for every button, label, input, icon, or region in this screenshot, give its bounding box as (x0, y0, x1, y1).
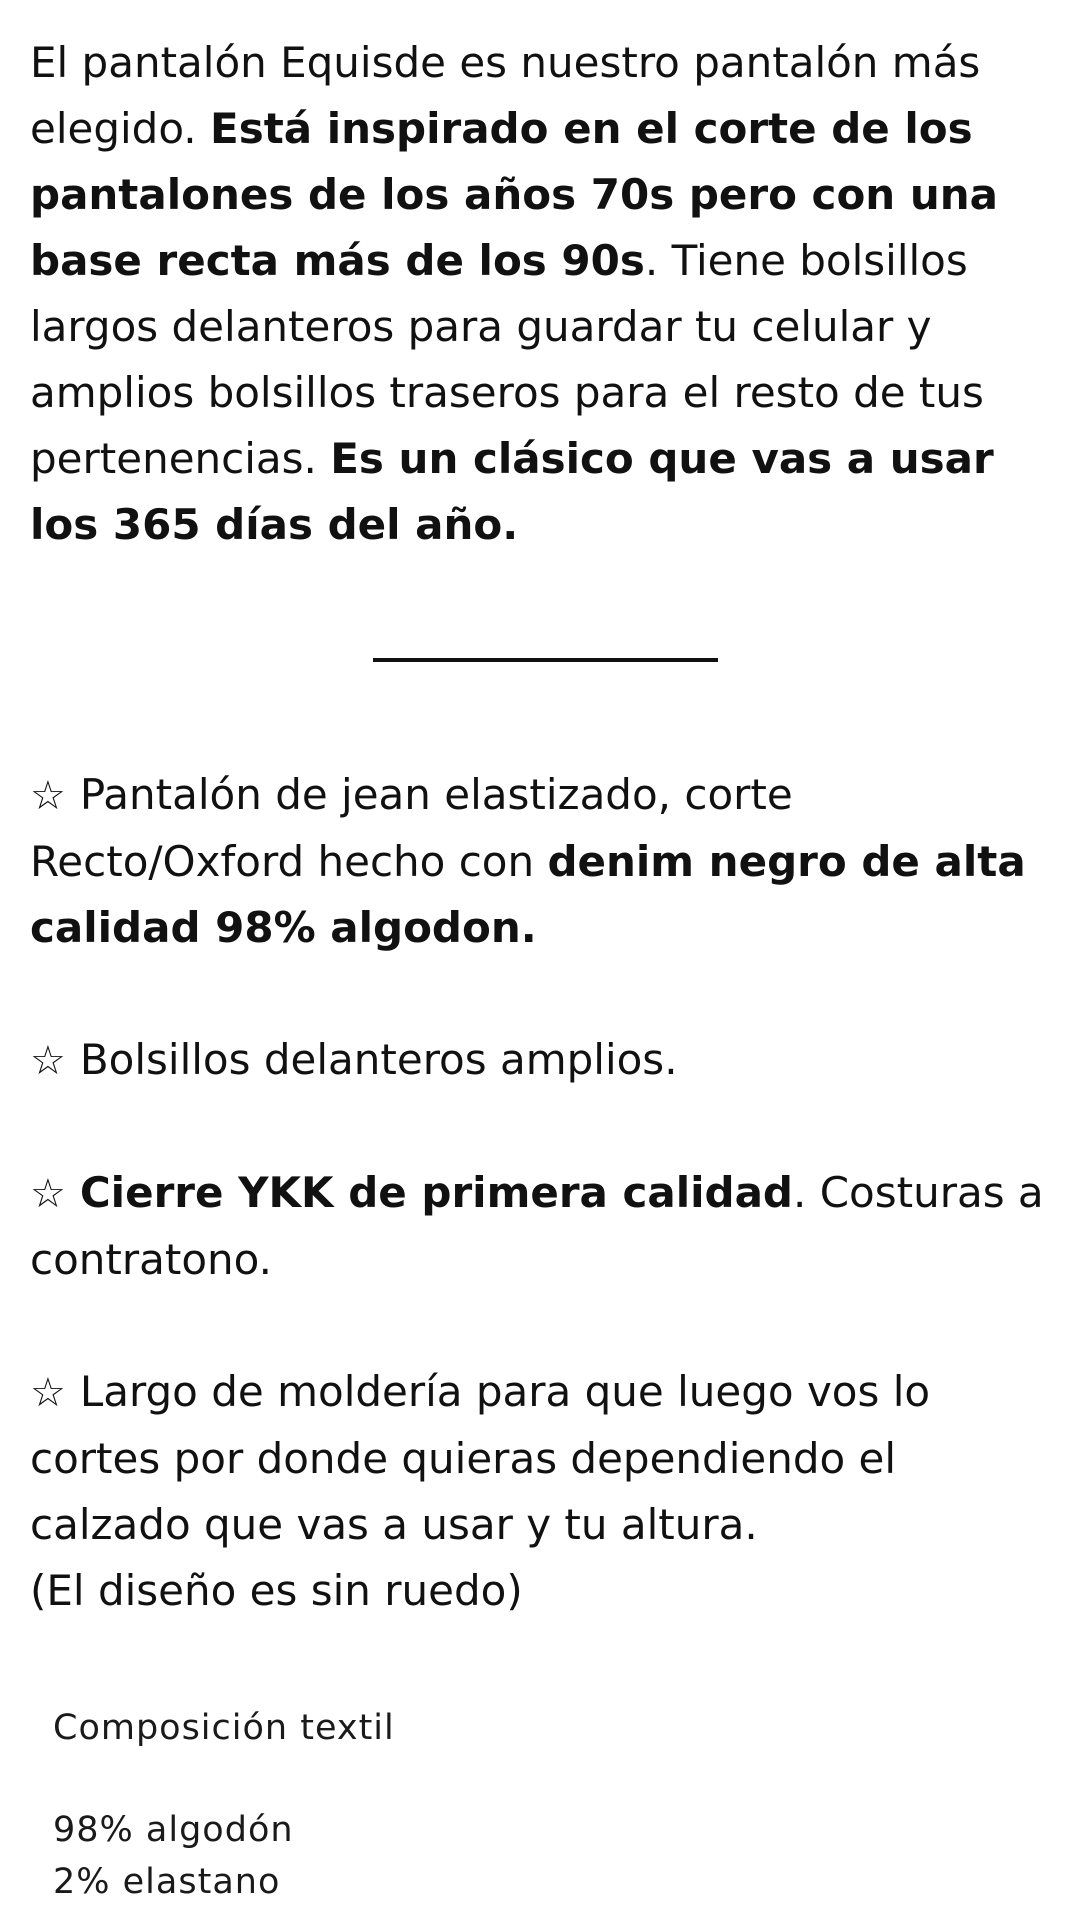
intro-text-2: . Tiene bolsillos largos delanteros para guardar tu celular y amplios bolsillos traseros para el resto de tus pertenencias. (30, 236, 984, 483)
feature-item-pockets (30, 1027, 1060, 1094)
composition-list (53, 1804, 395, 1908)
intro-bold-1: Está inspirado en el corte de los pantalones de los años 70s pero con una base recta más de los 90s (30, 104, 998, 285)
star-icon: ☆ (30, 1038, 66, 1084)
product-description (30, 30, 1060, 1624)
feature-fabric-text: Pantalón de jean elastizado, corte Recto/Oxford hecho con (30, 770, 793, 886)
feature-item-length (30, 1359, 1060, 1624)
star-icon: ☆ (30, 1171, 66, 1217)
feature-length-note: (El diseño es sin ruedo) (30, 1566, 523, 1615)
feature-pockets-text: Bolsillos delanteros amplios. (79, 1035, 678, 1084)
feature-item-fabric (30, 762, 1060, 961)
intro-paragraph (30, 30, 1060, 558)
star-icon: ☆ (30, 773, 66, 819)
composition-title: Composición textil (53, 1708, 395, 1748)
intro-text-1: El pantalón Equisde es nuestro pantalón más elegido. (30, 38, 981, 153)
feature-fabric-bold: denim negro de alta calidad 98% algodon. (30, 837, 1026, 952)
intro-bold-2: Es un clásico que vas a usar los 365 días del año. (30, 434, 994, 549)
section-divider (373, 658, 718, 662)
composition-item: 2% elastano (53, 1862, 281, 1902)
textile-composition (53, 1702, 395, 1908)
feature-zipper-text: . Costuras a contratono. (30, 1168, 1044, 1284)
star-icon: ☆ (30, 1370, 66, 1416)
feature-item-zipper (30, 1160, 1060, 1293)
composition-item: 98% algodón (53, 1810, 294, 1850)
feature-zipper-bold: Cierre YKK de primera calidad (79, 1168, 793, 1217)
feature-length-text: Largo de moldería para que luego vos lo cortes por donde quieras dependiendo el calzado que vas a usar y tu altura. (30, 1367, 931, 1549)
